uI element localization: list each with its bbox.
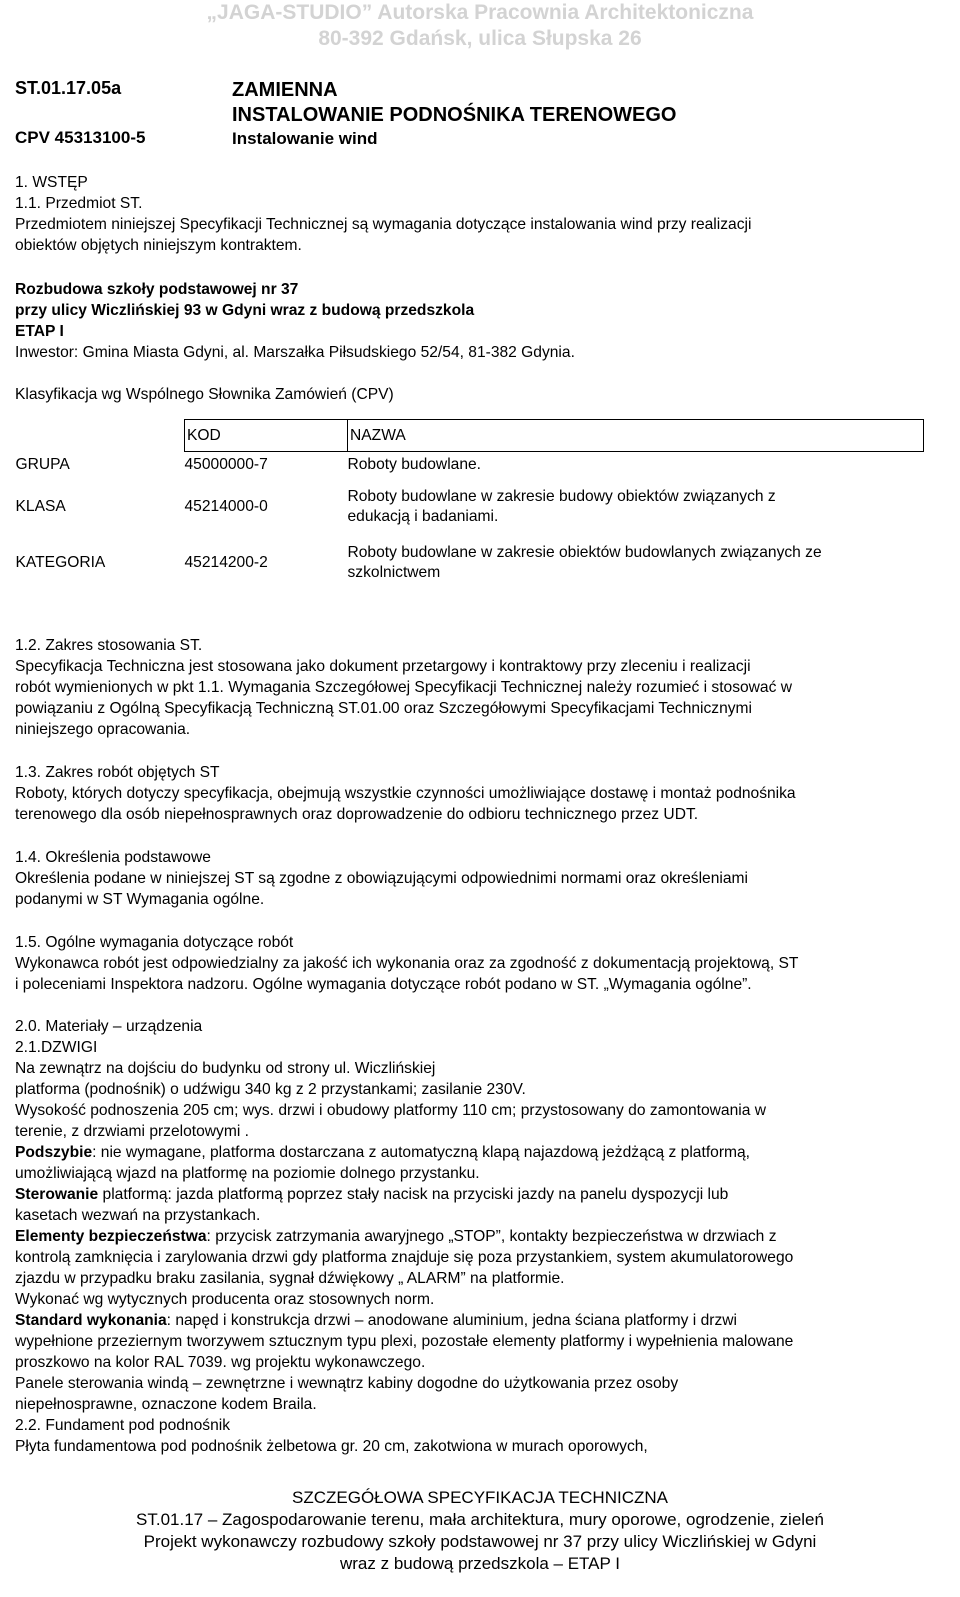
paragraph-line: terenie, z drzwiami przelotowymi . xyxy=(15,1123,249,1140)
paragraph-line: podanymi w ST Wymagania ogólne. xyxy=(15,891,265,908)
section-heading: 2.0. Materiały – urządzenia xyxy=(15,1018,203,1035)
paragraph-line: umożliwiającą wjazd na platformę na poziomie dolnego przystanku. xyxy=(15,1165,480,1182)
paragraph-line xyxy=(15,1310,945,1332)
spec-subtitle: Instalowanie wind xyxy=(232,129,378,148)
section-heading: 2.2. Fundament pod podnośnik xyxy=(15,1417,231,1434)
term-text: : nie wymagane, platforma dostarczana z automatyczną klapą najazdową jeżdżącą z platformą, xyxy=(92,1144,751,1161)
footer-line: Projekt wykonawczy rozbudowy szkoły podstawowej nr 37 przy ulicy Wiczlińskiej w Gdyni xyxy=(143,1532,817,1551)
paragraph-line: Wykonawca robót jest odpowiedzialny za jakość ich wykonania oraz za zgodność z dokumentacją projektową, ST xyxy=(15,955,799,972)
row-name xyxy=(348,535,924,591)
paragraph-line: powiązaniu z Ogólną Specyfikacją Techniczną ST.01.00 oraz Szczegółowymi Specyfikacjami Technicznymi xyxy=(15,700,753,717)
paragraph-line xyxy=(15,1226,945,1248)
row-code: 45000000-7 xyxy=(184,456,268,474)
paragraph-line: Roboty, których dotyczy specyfikacja, obejmują wszystkie czynności umożliwiające dostawę i montaż podnośnika xyxy=(15,785,796,802)
paragraph-line: obiektów objętych niniejszym kontraktem. xyxy=(15,237,302,254)
paragraph-line xyxy=(15,1142,945,1164)
term-text: : napęd i konstrukcja drzwi – anodowane aluminium, jedna ściana platformy i drzwi xyxy=(166,1312,737,1329)
paragraph-line: Wykonać wg wytycznych producenta oraz stosownych norm. xyxy=(15,1291,435,1308)
term-text: platformą: jazda platformą poprzez stały nacisk na przyciski jazdy na panelu dyspozycji lub xyxy=(98,1186,729,1203)
row-label: KLASA xyxy=(15,497,66,515)
paragraph-line: Przedmiotem niniejszej Specyfikacji Technicznej są wymagania dotyczące instalowania wind przy realizacji xyxy=(15,216,752,233)
term-label: Elementy bezpieczeństwa xyxy=(15,1228,207,1245)
term-text: : przycisk zatrzymania awaryjnego „STOP”, kontakty bezpieczeństwa w drzwiach z xyxy=(206,1228,777,1245)
section-heading: 1.5. Ogólne wymagania dotyczące robót xyxy=(15,934,294,951)
row-name-line: Roboty budowlane w zakresie obiektów budowlanych związanych ze xyxy=(347,543,822,561)
section-heading: 1.2. Zakres stosowania ST. xyxy=(15,637,203,654)
paragraph-line: Płyta fundamentowa pod podnośnik żelbetowa gr. 20 cm, zakotwiona w murach oporowych, xyxy=(15,1438,648,1455)
paragraph-line: wypełnione przeziernym tworzywem sztucznym typu plexi, pozostałe elementy platformy i wypełnienia malowane xyxy=(15,1333,794,1350)
paragraph-line: i poleceniami Inspektora nadzoru. Ogólne wymagania dotyczące robót podano w ST. „Wymagania ogólne”. xyxy=(15,976,752,993)
section-heading: 1.3. Zakres robót objętych ST xyxy=(15,764,220,781)
section-heading: 1. WSTĘP xyxy=(15,174,88,191)
row-code: 45214200-2 xyxy=(184,553,268,571)
investor: Inwestor: Gmina Miasta Gdyni, al. Marszałka Piłsudskiego 52/54, 81-382 Gdynia. xyxy=(15,344,575,361)
cpv-code: CPV 45313100-5 xyxy=(15,128,146,147)
paragraph-line: zjazdu w przypadku braku zasilania, sygnał dźwiękowy „ ALARM” na platformie. xyxy=(15,1270,565,1287)
paragraph-line: Specyfikacja Techniczna jest stosowana jako dokument przetargowy i kontraktowy przy zleceniu i realizacji xyxy=(15,658,751,675)
term-label: Podszybie xyxy=(15,1144,93,1161)
term-label: Sterowanie xyxy=(15,1186,99,1203)
section-heading: 1.4. Określenia podstawowe xyxy=(15,849,211,866)
column-header: NAZWA xyxy=(348,420,924,452)
row-label: GRUPA xyxy=(15,456,70,473)
row-name-line: szkolnictwem xyxy=(347,563,441,581)
spec-title-1: ZAMIENNA xyxy=(232,79,338,101)
paragraph-line: kasetach wezwań na przystankach. xyxy=(15,1207,261,1224)
section-heading: 2.1.DZWIGI xyxy=(15,1039,98,1056)
paragraph-line: Na zewnątrz na dojściu do budynku od strony ul. Wiczlińskiej xyxy=(15,1060,436,1077)
footer-line: ST.01.17 – Zagospodarowanie terenu, mała architektura, mury oporowe, ogrodzenie, zieleń xyxy=(136,1510,824,1529)
footer-line: wraz z budową przedszkola – ETAP I xyxy=(339,1554,620,1573)
column-header: KOD xyxy=(185,420,348,452)
cpv-table xyxy=(15,419,924,591)
firm-name: „JAGA-STUDIO” Autorska Pracownia Architektoniczna xyxy=(206,1,754,24)
cpv-heading: Klasyfikacja wg Wspólnego Słownika Zamówień (CPV) xyxy=(15,386,394,403)
row-name-line: edukacją i badaniami. xyxy=(347,507,499,525)
paragraph-line: terenowego dla osób niepełnosprawnych oraz doprowadzenie do odbioru technicznego przez UDT. xyxy=(15,806,699,823)
firm-address: 80-392 Gdańsk, ulica Słupska 26 xyxy=(318,27,642,50)
project-name: Rozbudowa szkoły podstawowej nr 37 xyxy=(15,281,299,298)
paragraph-line: niniejszego opracowania. xyxy=(15,721,191,738)
spec-title-2: INSTALOWANIE PODNOŚNIKA TERENOWEGO xyxy=(232,104,677,126)
project-stage: ETAP I xyxy=(15,323,64,340)
row-name xyxy=(348,479,924,535)
paragraph-line: Wysokość podnoszenia 205 cm; wys. drzwi i obudowy platformy 110 cm; przystosowany do zamontowania w xyxy=(15,1102,766,1119)
row-name-line: Roboty budowlane w zakresie budowy obiektów związanych z xyxy=(347,487,776,505)
paragraph-line: kontrolą zamknięcia i zarylowania drzwi gdy platforma znajduje się poza przystankiem, system akumulatorowego xyxy=(15,1249,794,1266)
table-row xyxy=(16,479,924,535)
row-code: 45214000-0 xyxy=(184,497,268,515)
table-row xyxy=(16,452,924,479)
row-name: Roboty budowlane. xyxy=(347,456,482,474)
spec-code: ST.01.17.05a xyxy=(15,78,122,98)
table-header-row xyxy=(16,420,924,452)
paragraph-line xyxy=(15,1184,945,1206)
term-label: Standard wykonania xyxy=(15,1312,167,1329)
paragraph-line: proszkowo na kolor RAL 7039. wg projektu wykonawczego. xyxy=(15,1354,426,1371)
table-row xyxy=(16,535,924,591)
paragraph-line: niepełnosprawne, oznaczone kodem Braila. xyxy=(15,1396,317,1413)
project-location: przy ulicy Wiczlińskiej 93 w Gdyni wraz z budową przedszkola xyxy=(15,302,475,319)
footer-title: SZCZEGÓŁOWA SPECYFIKACJA TECHNICZNA xyxy=(292,1488,668,1507)
paragraph-line: Panele sterowania windą – zewnętrzne i wewnątrz kabiny dogodne do użytkowania przez osoby xyxy=(15,1375,679,1392)
section-heading: 1.1. Przedmiot ST. xyxy=(15,195,143,212)
paragraph-line: Określenia podane w niniejszej ST są zgodne z obowiązującymi odpowiednimi normami oraz określeniami xyxy=(15,870,748,887)
paragraph-line: platforma (podnośnik) o udźwigu 340 kg z 2 przystankami; zasilanie 230V. xyxy=(15,1081,526,1098)
paragraph-line: robót wymienionych w pkt 1.1. Wymagania Szczegółowej Specyfikacji Technicznej należy rozumieć i stosować w xyxy=(15,679,792,696)
row-label: KATEGORIA xyxy=(15,553,106,571)
